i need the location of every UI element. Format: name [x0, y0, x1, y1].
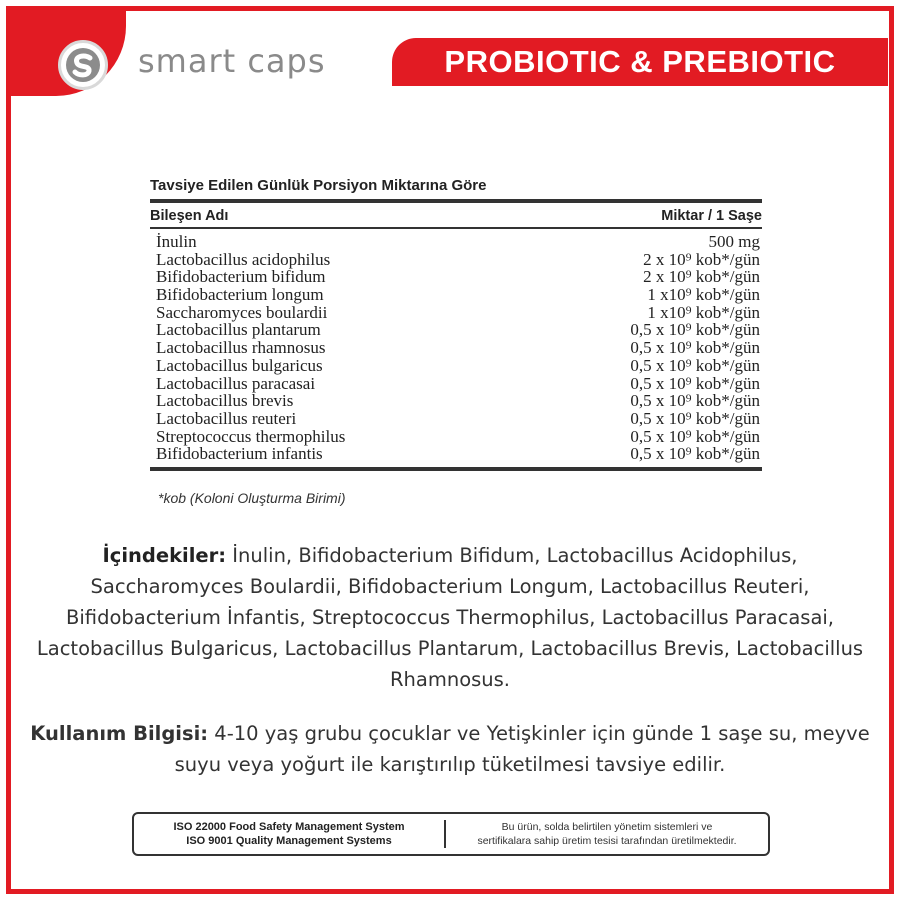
supplement-table [150, 175, 762, 471]
ingredient-amount: 0,5 x 10⁹ kob*/gün [630, 426, 760, 446]
table-row [150, 251, 762, 269]
ingredients-text: İnulin, Bifidobacterium Bifidum, Lactobacillus Acidophilus, Saccharomyces Boulardii, Bifidobacterium Longum, Lactobacillus Reuteri, Bifidobacterium İnfantis, Streptococcus Thermophilus, Lactobacillus Paracasai, Lactobacillus Bulgaricus, Lactobacillus Plantarum, Lactobacillus Brevis, Lactobacillus Rhamnosus. [36, 544, 864, 691]
ingredient-name: Lactobacillus acidophilus [156, 249, 331, 269]
table-row [150, 428, 762, 446]
table-row [150, 304, 762, 322]
ingredient-amount: 0,5 x 10⁹ kob*/gün [630, 355, 760, 375]
iso-line-2: ISO 9001 Quality Management Systems [186, 835, 392, 847]
ingredient-amount: 0,5 x 10⁹ kob*/gün [630, 373, 760, 393]
table-row [150, 233, 762, 251]
brand-name: smart caps [138, 42, 326, 80]
table-row [150, 375, 762, 393]
table-rule-bottom [150, 467, 762, 471]
certification-note [446, 820, 768, 848]
ingredient-name: İnulin [156, 232, 197, 251]
ingredients-label: İçindekiler: [102, 544, 227, 567]
ingredient-name: Lactobacillus bulgaricus [156, 355, 323, 375]
table-body [150, 229, 762, 463]
table-row [150, 357, 762, 375]
column-header-amount: Miktar / 1 Saşe [661, 208, 762, 224]
ingredient-name: Bifidobacterium bifidum [156, 267, 326, 287]
table-header [150, 203, 762, 227]
table-row [150, 321, 762, 339]
ingredient-amount: 2 x 10⁹ kob*/gün [643, 267, 760, 287]
ingredients-paragraph [30, 540, 870, 695]
smartcaps-s-logo-icon [58, 40, 108, 90]
ingredient-amount: 0,5 x 10⁹ kob*/gün [630, 391, 760, 411]
ingredient-name: Lactobacillus rhamnosus [156, 338, 326, 358]
ingredient-amount: 0,5 x 10⁹ kob*/gün [630, 408, 760, 428]
ingredient-name: Lactobacillus plantarum [156, 320, 321, 340]
ingredient-amount: 0,5 x 10⁹ kob*/gün [630, 444, 760, 464]
ingredient-name: Lactobacillus brevis [156, 391, 294, 411]
certification-note-line-1: Bu ürün, solda belirtilen yönetim sistemleri ve [501, 821, 713, 833]
ingredient-amount: 500 mg [708, 232, 760, 251]
ingredient-name: Lactobacillus paracasai [156, 373, 316, 393]
table-row [150, 445, 762, 463]
ingredient-name: Bifidobacterium longum [156, 285, 324, 305]
iso-line-1: ISO 22000 Food Safety Management System [173, 821, 405, 833]
ingredient-name: Saccharomyces boulardii [156, 302, 328, 322]
ingredient-name: Streptococcus thermophilus [156, 426, 346, 446]
certification-note-line-2: sertifikalara sahip üretim tesisi tarafından üretilmektedir. [477, 835, 737, 847]
ingredient-name: Lactobacillus reuteri [156, 408, 297, 428]
product-banner [392, 38, 888, 86]
usage-text: 4-10 yaş grubu çocuklar ve Yetişkinler için günde 1 saşe su, meyve suyu veya yoğurt ile karıştırılıp tüketilmesi tavsiye edilir. [174, 722, 870, 776]
ingredient-amount: 0,5 x 10⁹ kob*/gün [630, 320, 760, 340]
table-row [150, 286, 762, 304]
ingredient-amount: 0,5 x 10⁹ kob*/gün [630, 338, 760, 358]
usage-label: Kullanım Bilgisi: [30, 722, 209, 745]
iso-standards [134, 820, 444, 848]
table-footnote: *kob (Koloni Oluşturma Birimi) [158, 490, 346, 506]
certification-box [132, 812, 770, 856]
table-title: Tavsiye Edilen Günlük Porsiyon Miktarına Göre [150, 177, 487, 194]
table-row [150, 339, 762, 357]
table-row [150, 268, 762, 286]
table-row [150, 410, 762, 428]
ingredient-amount: 1 x10⁹ kob*/gün [647, 285, 760, 305]
ingredient-name: Bifidobacterium infantis [156, 444, 323, 464]
ingredient-amount: 1 x10⁹ kob*/gün [647, 302, 760, 322]
column-header-name: Bileşen Adı [150, 208, 229, 224]
banner-title: PROBIOTIC & PREBIOTIC [444, 44, 836, 79]
usage-paragraph [30, 718, 870, 780]
table-row [150, 392, 762, 410]
ingredient-amount: 2 x 10⁹ kob*/gün [643, 249, 760, 269]
